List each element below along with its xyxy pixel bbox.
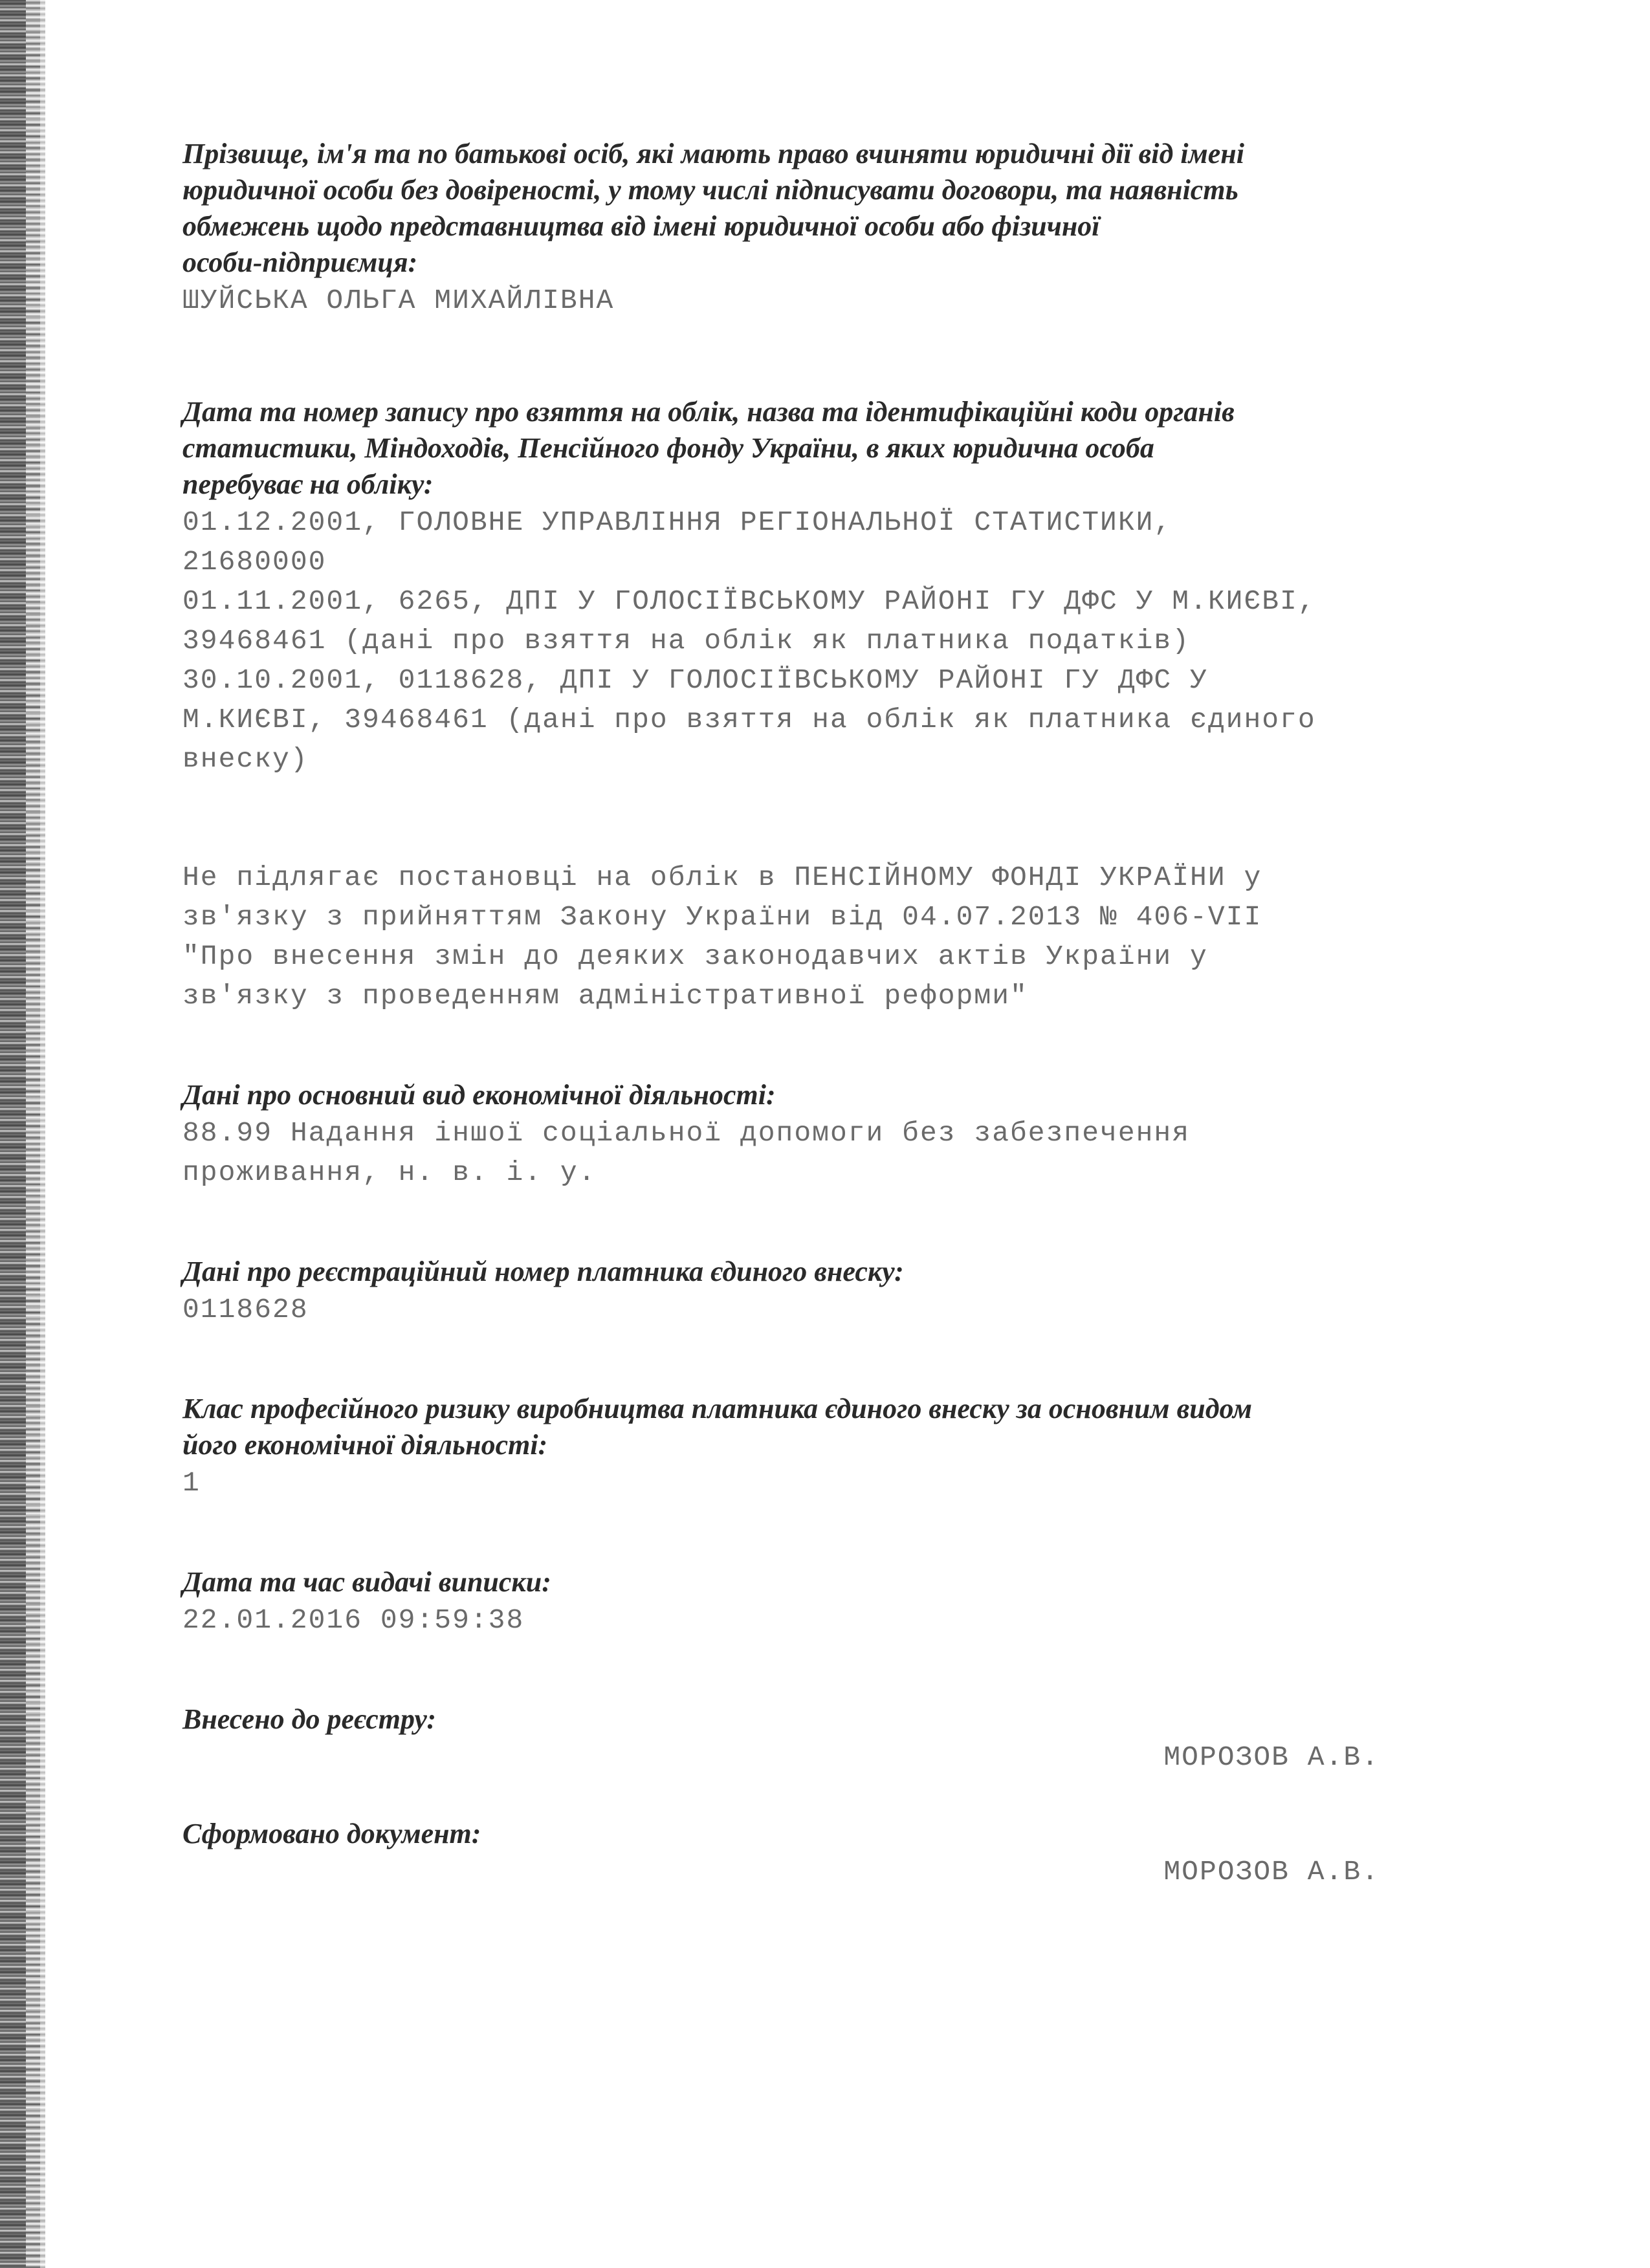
economic-activity-section — [182, 1077, 1477, 1192]
issue-datetime-section — [182, 1564, 1477, 1640]
risk-class-value: 1 — [182, 1467, 201, 1499]
document-formed-signatory: МОРОЗОВ А.В. — [1163, 1856, 1380, 1888]
contributor-number-heading: Дані про реєстраційний номер платника єдиного внеску: — [182, 1256, 904, 1287]
issue-datetime-value: 22.01.2016 09:59:38 — [182, 1604, 525, 1636]
entered-into-register-section — [182, 1701, 1477, 1777]
risk-class-section — [182, 1391, 1477, 1503]
economic-activity-value: 88.99 Надання іншої соціальної допомоги без забезпечення проживання, н. в. і. у. — [182, 1117, 1191, 1188]
scan-edge-artifact — [0, 0, 40, 2268]
registration-records-heading: Дата та номер запису про взяття на облік, назва та ідентифікаційні коди органів статистики, Міндоходів, Пенсійного фонду України, в яких юридична особа перебуває на обліку: — [182, 396, 1235, 500]
economic-activity-heading: Дані про основний вид економічної діяльності: — [182, 1079, 776, 1111]
registration-records-value: 01.12.2001, ГОЛОВНЕ УПРАВЛІННЯ РЕГІОНАЛЬНОЇ СТАТИСТИКИ, 21680000 01.11.2001, 6265, ДПІ У ГОЛОСІЇВСЬКОМУ РАЙОНІ ГУ ДФС У М.КИЄВІ, 39468461 (дані про взяття на облік як платника податків) 30.10.2001, 0118628, ДПІ У ГОЛОСІЇВСЬКОМУ РАЙОНІ ГУ ДФС У М.КИЄВІ, 39468461 (дані про взяття на облік як платника єдиного внеску) — [182, 507, 1316, 775]
contributor-number-value: 0118628 — [182, 1294, 309, 1325]
authorized-persons-section — [182, 136, 1477, 320]
document-formed-heading: Сформовано документ: — [182, 1818, 481, 1849]
contributor-number-section — [182, 1254, 1477, 1329]
issue-datetime-heading: Дата та час видачі виписки: — [182, 1566, 551, 1598]
risk-class-heading: Клас професійного ризику виробництва платника єдиного внеску за основним видом його економічної діяльності: — [182, 1393, 1252, 1461]
authorized-persons-heading: Прізвище, ім'я та по батькові осіб, які мають право вчиняти юридичні дії від імені юридичної особи без довіреності, у тому числі підписувати договори, та наявність обмежень щодо представництва від імені юридичної особи або фізичної особи-підприємця: — [182, 138, 1244, 278]
registration-records-section — [182, 394, 1477, 1016]
entered-into-register-signatory: МОРОЗОВ А.В. — [1163, 1741, 1380, 1773]
pension-fund-note: Не підлягає постановці на облік в ПЕНСІЙНОМУ ФОНДІ УКРАЇНИ у зв'язку з прийняттям Закону України від 04.07.2013 № 406-VII "Про внесення змін до деяких законодавчих актів України у зв'язку з проведенням адміністративної реформи" — [182, 862, 1262, 1012]
authorized-persons-value: ШУЙСЬКА ОЛЬГА МИХАЙЛІВНА — [182, 285, 615, 316]
document-page — [182, 136, 1477, 1892]
document-formed-section — [182, 1816, 1477, 1892]
entered-into-register-heading: Внесено до реєстру: — [182, 1703, 437, 1735]
